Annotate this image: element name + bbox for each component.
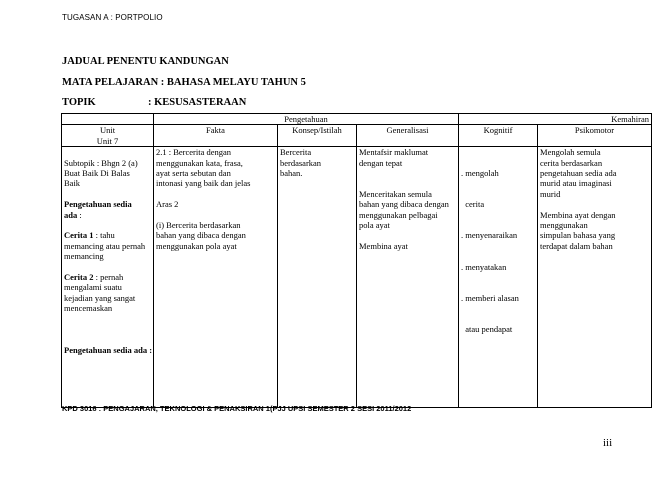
content-table [61,113,652,408]
cell-fakta: 2.1 : Bercerita dengan menggunakan kata, frasa, ayat serta sebutan dan intonasi yang baik dan jelas Aras 2 (i) Bercerita berdasarkan bahan yang dibaca dengan menggunakan pola ayat [154,147,278,408]
document-header: TUGASAN A : PORTPOLIO [62,13,163,22]
col-header-kognitif: Kognitif [459,125,538,147]
story-1: Cerita 1 : tahu [64,230,115,241]
document-title: JADUAL PENENTU KANDUNGAN [62,56,229,67]
group-header-pengetahuan: Pengetahuan [154,114,459,125]
col-header-fakta: Fakta [154,125,278,147]
prior-knowledge-footer: Pengetahuan sedia ada : [64,344,153,355]
prior-knowledge-heading: Pengetahuan sedia [64,199,132,210]
level-label: Aras 2 [156,199,179,210]
cell-generalisasi: Mentafsir maklumat dengan tepat Menceritakan semula bahan yang dibaca dengan menggunakan pelbagai pola ayat Membina ayat [357,147,459,408]
group-header-empty [62,114,154,125]
topic-value: : KESUSASTERAAN [148,97,247,108]
topic-line [62,97,247,108]
col-header-unit: Unit Unit 7 [62,125,154,147]
group-header-kemahiran: Kemahiran [459,114,652,125]
cell-konsep: Bercerita berdasarkan bahan. [278,147,357,408]
story-2: Cerita 2 : pernah [64,272,124,283]
col-header-generalisasi: Generalisasi [357,125,459,147]
cell-unit: Subtopik : Bhgn 2 (a) Buat Baik Di Balas Baik Pengetahuan sedia ada : Cerita 1 : tahu memancing atau pernah memancing Cerita 2 : pernah mengalami suatu kejadian yang sangat mencemaskan Pengetahuan sedia ada : [62,147,154,408]
column-header-row [62,125,652,147]
content-row [62,147,652,408]
cell-kognitif: . mengolah cerita . menyenaraikan . menyatakan . memberi alasan atau pendapat [459,147,538,408]
course-footer: KPD 3016 : PENGAJARAN, TEKNOLOGI & PENAKSIRAN 1(PJJ UPSI SEMESTER 2 SESI 2011/2012 [62,404,412,413]
page-number: iii [603,437,613,449]
col-header-konsep: Konsep/Istilah [278,125,357,147]
group-header-row [62,114,652,125]
topic-label: TOPIK [62,97,96,108]
subtopic-text: Subtopik : Bhgn 2 (a) [64,157,138,168]
col-header-psikomotor: Psikomotor [538,125,652,147]
subject-line: MATA PELAJARAN : BAHASA MELAYU TAHUN 5 [62,77,306,88]
unit-number: Unit 7 [96,135,119,146]
cell-psikomotor: Mengolah semula cerita berdasarkan pengetahuan sedia ada murid atau imaginasi murid Membina ayat dengan menggunakan simpulan bahasa yang terdapat dalam bahan [538,147,652,408]
